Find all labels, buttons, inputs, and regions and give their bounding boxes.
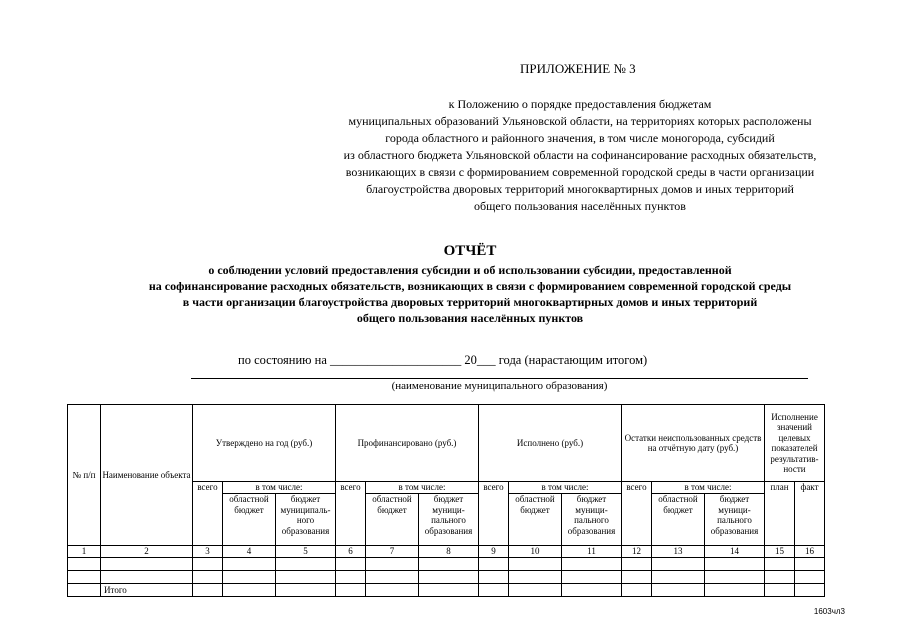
- report-subtitle-line: общего пользования населённых пунктов: [356, 311, 584, 325]
- table-cell[interactable]: [419, 571, 479, 584]
- table-cell[interactable]: [622, 558, 652, 571]
- column-numbers-row: [68, 546, 825, 558]
- table-cell[interactable]: [193, 571, 223, 584]
- table-cell[interactable]: [366, 571, 419, 584]
- regulation-line: общего пользования населённых пунктов: [474, 199, 686, 213]
- column-number: 5: [276, 546, 336, 558]
- header-financed: Профинансировано (руб.): [336, 405, 479, 482]
- table-cell[interactable]: [509, 558, 562, 571]
- regulation-line: к Положению о порядке предоставления бюджетам: [448, 97, 712, 111]
- report-table: [67, 404, 825, 597]
- table-cell[interactable]: [193, 584, 223, 597]
- report-subtitle: [60, 262, 880, 326]
- table-cell[interactable]: [336, 571, 366, 584]
- table-cell[interactable]: [652, 558, 705, 571]
- regulation-line: города областного и районного значения, в том числе моногорода, субсидий: [385, 131, 775, 145]
- table-cell[interactable]: [479, 571, 509, 584]
- table-cell[interactable]: [336, 558, 366, 571]
- header-including: в том числе:: [652, 482, 765, 494]
- column-number: 1: [68, 546, 101, 558]
- table-cell[interactable]: [765, 558, 795, 571]
- regulation-line: благоустройства дворовых территорий многоквартирных домов и иных территорий: [366, 182, 794, 196]
- column-number: 13: [652, 546, 705, 558]
- table-cell[interactable]: [509, 584, 562, 597]
- table-cell[interactable]: [68, 571, 101, 584]
- column-number: 9: [479, 546, 509, 558]
- table-cell[interactable]: [366, 584, 419, 597]
- table-cell[interactable]: [705, 571, 765, 584]
- table-cell[interactable]: [223, 584, 276, 597]
- report-subtitle-line: о соблюдении условий предоставления субсидии и об использовании субсидии, предоставленной: [208, 263, 732, 277]
- table-cell[interactable]: [479, 584, 509, 597]
- table-cell[interactable]: [765, 584, 795, 597]
- column-number: 16: [795, 546, 825, 558]
- appendix-title: ПРИЛОЖЕНИЕ № 3: [520, 61, 636, 76]
- column-number: 10: [509, 546, 562, 558]
- column-number: 8: [419, 546, 479, 558]
- regulation-line: возникающих в связи с формированием современной городской среды в части организации: [345, 165, 815, 179]
- table-row[interactable]: [68, 558, 825, 571]
- header-including: в том числе:: [509, 482, 622, 494]
- table-cell[interactable]: [562, 584, 622, 597]
- report-subtitle-line: на софинансирование расходных обязательств, возникающих в связи с формированием современной городской среды: [148, 279, 792, 293]
- header-executed: Исполнено (руб.): [479, 405, 622, 482]
- column-number: 11: [562, 546, 622, 558]
- table-cell[interactable]: [68, 584, 101, 597]
- document-code: 1603чл3: [813, 607, 845, 616]
- table-cell[interactable]: [509, 571, 562, 584]
- table-cell[interactable]: [562, 571, 622, 584]
- header-remains: Остатки неиспользованных средств на отчётную дату (руб.): [622, 405, 765, 482]
- header-regional-budget: областной бюджет: [652, 494, 705, 546]
- regulation-reference: [280, 96, 880, 215]
- table-cell[interactable]: [276, 584, 336, 597]
- table-cell[interactable]: [795, 584, 825, 597]
- table-row[interactable]: [68, 571, 825, 584]
- total-label: Итого: [101, 584, 193, 597]
- header-total: всего: [193, 482, 223, 546]
- header-number: № п/п: [68, 405, 101, 546]
- header-object-name: Наименование объекта: [101, 405, 193, 546]
- table-cell[interactable]: [276, 558, 336, 571]
- header-municipal-budget: бюджет муници-пального образования: [419, 494, 479, 546]
- table-cell[interactable]: [193, 558, 223, 571]
- report-date-line: по состоянию на _____________________ 20___ года (нарастающим итогом): [238, 353, 648, 367]
- header-total: всего: [479, 482, 509, 546]
- report-subtitle-line: в части организации благоустройства дворовых территорий многоквартирных домов и иных территорий: [182, 295, 758, 309]
- table-cell[interactable]: [336, 584, 366, 597]
- header-indicators: Исполнение значений целевых показателей результатив-ности: [765, 405, 825, 482]
- header-plan: план: [765, 482, 795, 546]
- column-number: 7: [366, 546, 419, 558]
- table-cell[interactable]: [562, 558, 622, 571]
- table-cell[interactable]: [366, 558, 419, 571]
- column-number: 12: [622, 546, 652, 558]
- table-cell[interactable]: [652, 584, 705, 597]
- header-municipal-budget: бюджет муниципаль-ного образования: [276, 494, 336, 546]
- regulation-line: муниципальных образований Ульяновской области, на территориях которых расположены: [348, 114, 812, 128]
- table-cell[interactable]: [622, 584, 652, 597]
- header-municipal-budget: бюджет муници-пального образования: [562, 494, 622, 546]
- table-cell[interactable]: [276, 571, 336, 584]
- total-row: [68, 584, 825, 597]
- table-cell[interactable]: [705, 584, 765, 597]
- table-cell[interactable]: [652, 571, 705, 584]
- table-cell[interactable]: [419, 584, 479, 597]
- municipal-name-caption: (наименование муниципального образования): [391, 380, 608, 392]
- header-regional-budget: областной бюджет: [509, 494, 562, 546]
- column-number: 6: [336, 546, 366, 558]
- column-number: 15: [765, 546, 795, 558]
- table-cell[interactable]: [765, 571, 795, 584]
- table-cell[interactable]: [223, 558, 276, 571]
- table-cell[interactable]: [622, 571, 652, 584]
- table-cell[interactable]: [223, 571, 276, 584]
- regulation-line: из областного бюджета Ульяновской области на софинансирование расходных обязательств,: [343, 148, 817, 162]
- column-number: 3: [193, 546, 223, 558]
- header-including: в том числе:: [366, 482, 479, 494]
- table-cell[interactable]: [795, 558, 825, 571]
- table-cell[interactable]: [419, 558, 479, 571]
- table-cell[interactable]: [101, 571, 193, 584]
- table-cell[interactable]: [705, 558, 765, 571]
- header-approved: Утверждено на год (руб.): [193, 405, 336, 482]
- header-fact: факт: [795, 482, 825, 546]
- municipal-name-underline[interactable]: [191, 378, 808, 379]
- table-cell[interactable]: [795, 571, 825, 584]
- table-cell[interactable]: [479, 558, 509, 571]
- column-number: 14: [705, 546, 765, 558]
- table-cell[interactable]: [101, 558, 193, 571]
- column-number: 4: [223, 546, 276, 558]
- column-number: 2: [101, 546, 193, 558]
- header-including: в том числе:: [223, 482, 336, 494]
- header-total: всего: [622, 482, 652, 546]
- header-total: всего: [336, 482, 366, 546]
- header-regional-budget: областной бюджет: [366, 494, 419, 546]
- report-title: ОТЧЁТ: [443, 243, 497, 259]
- header-regional-budget: областной бюджет: [223, 494, 276, 546]
- header-municipal-budget: бюджет муници-пального образования: [705, 494, 765, 546]
- table-cell[interactable]: [68, 558, 101, 571]
